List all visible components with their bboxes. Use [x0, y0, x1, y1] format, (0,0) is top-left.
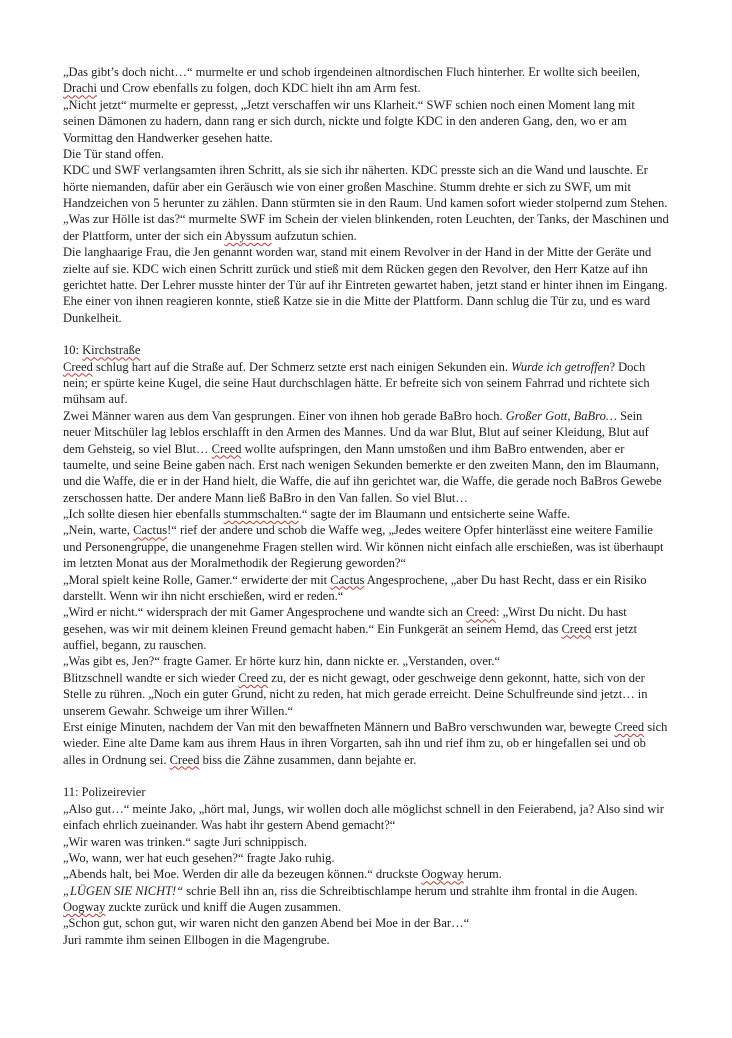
text-run: Wurde ich getroffen: [511, 359, 610, 374]
text-run: aufzutun schien.: [271, 228, 357, 243]
text-run: zu, der es nicht gewagt, oder geschweige denn gekonnt, hatte, sich von der Stelle zu rühren. „Noch ein guter Grund, nicht zu reden, hat mich gerade erreicht. Deine Schulfreunde sind jetzt… in unserem Gewahr. Schweige um ihrer Willen.“: [63, 670, 648, 718]
paragraph: [63, 801, 669, 834]
paragraph: [63, 653, 669, 669]
paragraph: [63, 162, 669, 211]
misspelled-word: Creed: [614, 719, 645, 734]
text-run: Zwei Männer waren aus dem Van gesprungen. Einer von ihnen hob gerade BaBro hoch.: [63, 408, 506, 423]
misspelled-word: Oogway: [63, 900, 106, 915]
misspelled-word: Cactus: [330, 572, 365, 587]
text-run: „Was zur Hölle ist das?“ murmelte SWF im Schein der vielen blinkenden, roten Leuchten, der Tanks, der Maschinen und der Plattform, unter der sich ein: [63, 212, 669, 243]
paragraph: [63, 408, 669, 506]
text-run: Die langhaarige Frau, die Jen genannt worden war, stand mit einem Revolver in der Hand in der Mitte der Geräte und zielte auf sie. KDC wich einen Schritt zurück und stieß mit dem Rücken gegen den Revolver, den Herr Katze auf ihn gerichtet hatte. Der Lehrer musste hinter der Tür auf ihr Eintreten gewartet haben, jetzt stand er hinter ihnen im Eingang. Ehe einer von ihnen reagieren konnte, stieß Katze sie in die Mitte der Plattform. Dann schlug die Tür zu, und es ward Dunkelheit.: [63, 245, 668, 325]
text-run: KDC und SWF verlangsamten ihren Schritt, als sie sich ihr näherten. KDC presste sich an die Wand und lauschte. Er hörte niemanden, dafür aber ein Geräusch wie von einer großen Maschine. Stumm drehte er sich zu SWF, um mit Handzeichen von 5 herunter zu zählen. Dann stürmten sie in den Raum. Und kamen sofort wieder stolpernd zum Stehen.: [63, 163, 668, 210]
text-run: Angesprochene, „aber Du hast Recht, dass er ein Risiko darstellt. Wenn wir ihn nicht erschießen, wird er reden.“: [63, 572, 647, 603]
text-run: !“ rief der andere und schob die Waffe weg, „Jedes weitere Opfer hinterlässt eine weitere Familie und Personengruppe, die unangenehme Fragen stellen wird. Wir können nicht einfach alle erschießen, was ist überhaupt im letzten Monat aus der Moralmethodik der Regierung geworden?“: [63, 523, 664, 571]
text-run: schlug hart auf die Straße auf. Der Schmerz setzte erst nach einigen Sekunden ein.: [92, 359, 512, 374]
text-run: schrie Bell ihn an, riss die Schreibtischlampe herum und strahlte ihm frontal in die Augen.: [183, 883, 638, 898]
document-text: [63, 64, 669, 948]
text-run: .“ sagte der im Blaumann und entsicherte seine Waffe.: [298, 507, 571, 522]
misspelled-word: Creed: [561, 621, 592, 636]
text-run: Juri rammte ihm seinen Ellbogen in die Magengrube.: [63, 932, 330, 947]
paragraph: [63, 670, 669, 719]
paragraph: [63, 719, 669, 768]
text-run: ? Doch nein; er spürte keine Kugel, die seine Haut durchschlagen hätte. Er befreite sich von seinem Fahrrad und richtete sich mühsam auf.: [63, 359, 650, 407]
text-run: zuckte zurück und kniff die Augen zusammen.: [105, 900, 342, 915]
paragraph: [63, 915, 669, 931]
text-run: Blitzschnell wandte er sich wieder: [63, 670, 239, 685]
text-run: Erst einige Minuten, nachdem der Van mit den bewaffneten Männern und BaBro verschwunden war, bewegte: [63, 719, 615, 734]
paragraph: [63, 834, 669, 850]
misspelled-word: Creed: [238, 670, 269, 685]
text-run: : „Wirst Du nicht. Du hast gesehen, was wir mit deinem kleinen Freund gemacht haben.“ Ein Funkgerät an seinem Hemd, das: [63, 605, 627, 636]
text-run: „Nein, warte,: [63, 523, 134, 538]
paragraph: [63, 146, 669, 162]
text-run: „Wo, wann, wer hat euch gesehen?“ fragte Jako ruhig.: [63, 850, 335, 865]
text-run: „Was gibt es, Jen?“ fragte Gamer. Er hörte kurz hin, dann nickte er. „Verstanden, over.“: [63, 654, 501, 669]
paragraph: [63, 850, 669, 866]
text-run: „Wird er nicht.“ widersprach der mit Gamer Angesprochene und wandte sich an: [63, 605, 467, 620]
paragraph: [63, 211, 669, 244]
text-run: „Abends halt, bei Moe. Werden dir alle da bezeugen können.“ druckste: [63, 867, 422, 882]
text-run: Großer Gott, BaBro…: [505, 408, 617, 423]
paragraph: [63, 883, 669, 916]
text-run: Die Tür stand offen.: [63, 146, 164, 161]
text-run: „Also gut…“ meinte Jako, „hört mal, Jungs, wir wollen doch alle möglichst schnell in den Feierabend, ja? Also sind wir einfach ehrlich zueinander. Was habt ihr gestern Abend gemacht?“: [63, 801, 664, 833]
misspelled-word: Creed: [169, 752, 200, 767]
paragraph: [63, 64, 669, 97]
text-run: biss die Zähne zusammen, dann bejahte er.: [199, 752, 417, 767]
paragraph: [63, 932, 669, 948]
paragraph: [63, 97, 669, 146]
text-run: „LÜGEN SIE NICHT!“: [63, 883, 184, 898]
misspelled-word: Oogway: [421, 867, 464, 882]
misspelled-word: Creed: [466, 605, 497, 620]
text-run: „Ich sollte diesen hier ebenfalls: [63, 507, 224, 522]
paragraph: [63, 359, 669, 408]
text-run: erst jetzt auffiel, begann, zu rauschen.: [63, 621, 638, 653]
text-run: „Das gibt’s doch nicht…“ murmelte er und schob irgendeinen altnordischen Fluch hinterher. Er wollte sich beeilen,: [63, 65, 641, 79]
text-run: „Wir waren was trinken.“ sagte Juri schnippisch.: [63, 834, 307, 849]
text-run: 10:: [63, 343, 83, 358]
text-run: „Schon gut, schon gut, wir waren nicht den ganzen Abend bei Moe in der Bar…“: [63, 916, 470, 931]
misspelled-word: stummschalten: [223, 507, 299, 522]
text-run: 11: Polizeirevier: [63, 785, 146, 800]
paragraph: [63, 522, 669, 571]
text-run: „Nicht jetzt“ murmelte er gepresst, „Jetzt verschaffen wir uns Klarheit.“ SWF schien noch einen Moment lang mit seinen Dämonen zu hadern, dann rang er sich durch, nickte und folgte KDC in den anderen Gang, den, wo er am Vormittag den Handwerker gesehen hatte.: [63, 97, 635, 145]
paragraph: [63, 572, 669, 605]
text-run: und Crow ebenfalls zu folgen, doch KDC hielt ihn am Arm fest.: [97, 81, 421, 96]
misspelled-word: Creed: [211, 441, 242, 456]
paragraph: [63, 506, 669, 522]
misspelled-word: Cactus: [133, 523, 168, 538]
paragraph: [63, 866, 669, 882]
text-run: wollte aufspringen, den Mann umstoßen und ihm BaBro entwenden, aber er taumelte, und seine Beine gaben nach. Erst nach wenigen Sekunden bemerkte er den zweiten Mann, den im Blaumann, und die Waffe, die er in der Hand hielt, die Waffe, die auf ihn gerichtet war, die Waffe, die gerade noch BaBros Gewebe zerschossen hatte. Der andere Mann ließ BaBro in den Van fallen. So viel Blut…: [63, 441, 662, 505]
misspelled-word: Kirchstraße: [82, 343, 141, 358]
chapter-heading-11: [63, 784, 669, 800]
paragraph: [63, 604, 669, 653]
misspelled-word: Abyssum: [224, 228, 272, 243]
text-run: sich wieder. Eine alte Dame kam aus ihrem Haus in ihren Vorgarten, sah ihn und rief ihm zu, ob er hingefallen sei und ob alles in Ordnung sei.: [63, 719, 668, 767]
chapter-heading-10: [63, 342, 669, 358]
blank-line: [63, 768, 669, 784]
text-run: herum.: [463, 867, 502, 882]
misspelled-word: Drachi: [63, 81, 98, 96]
text-run: Sein neuer Mitschüler lag leblos erschlafft in den Armen des Mannes. Und da war Blut, Blut auf seiner Kleidung, Blut auf dem Gehsteig, so viel Blut…: [63, 408, 649, 456]
paragraph: [63, 244, 669, 326]
text-run: „Moral spielt keine Rolle, Gamer.“ erwiderte der mit: [63, 572, 331, 587]
blank-line: [63, 326, 669, 342]
misspelled-word: Creed: [63, 359, 93, 374]
